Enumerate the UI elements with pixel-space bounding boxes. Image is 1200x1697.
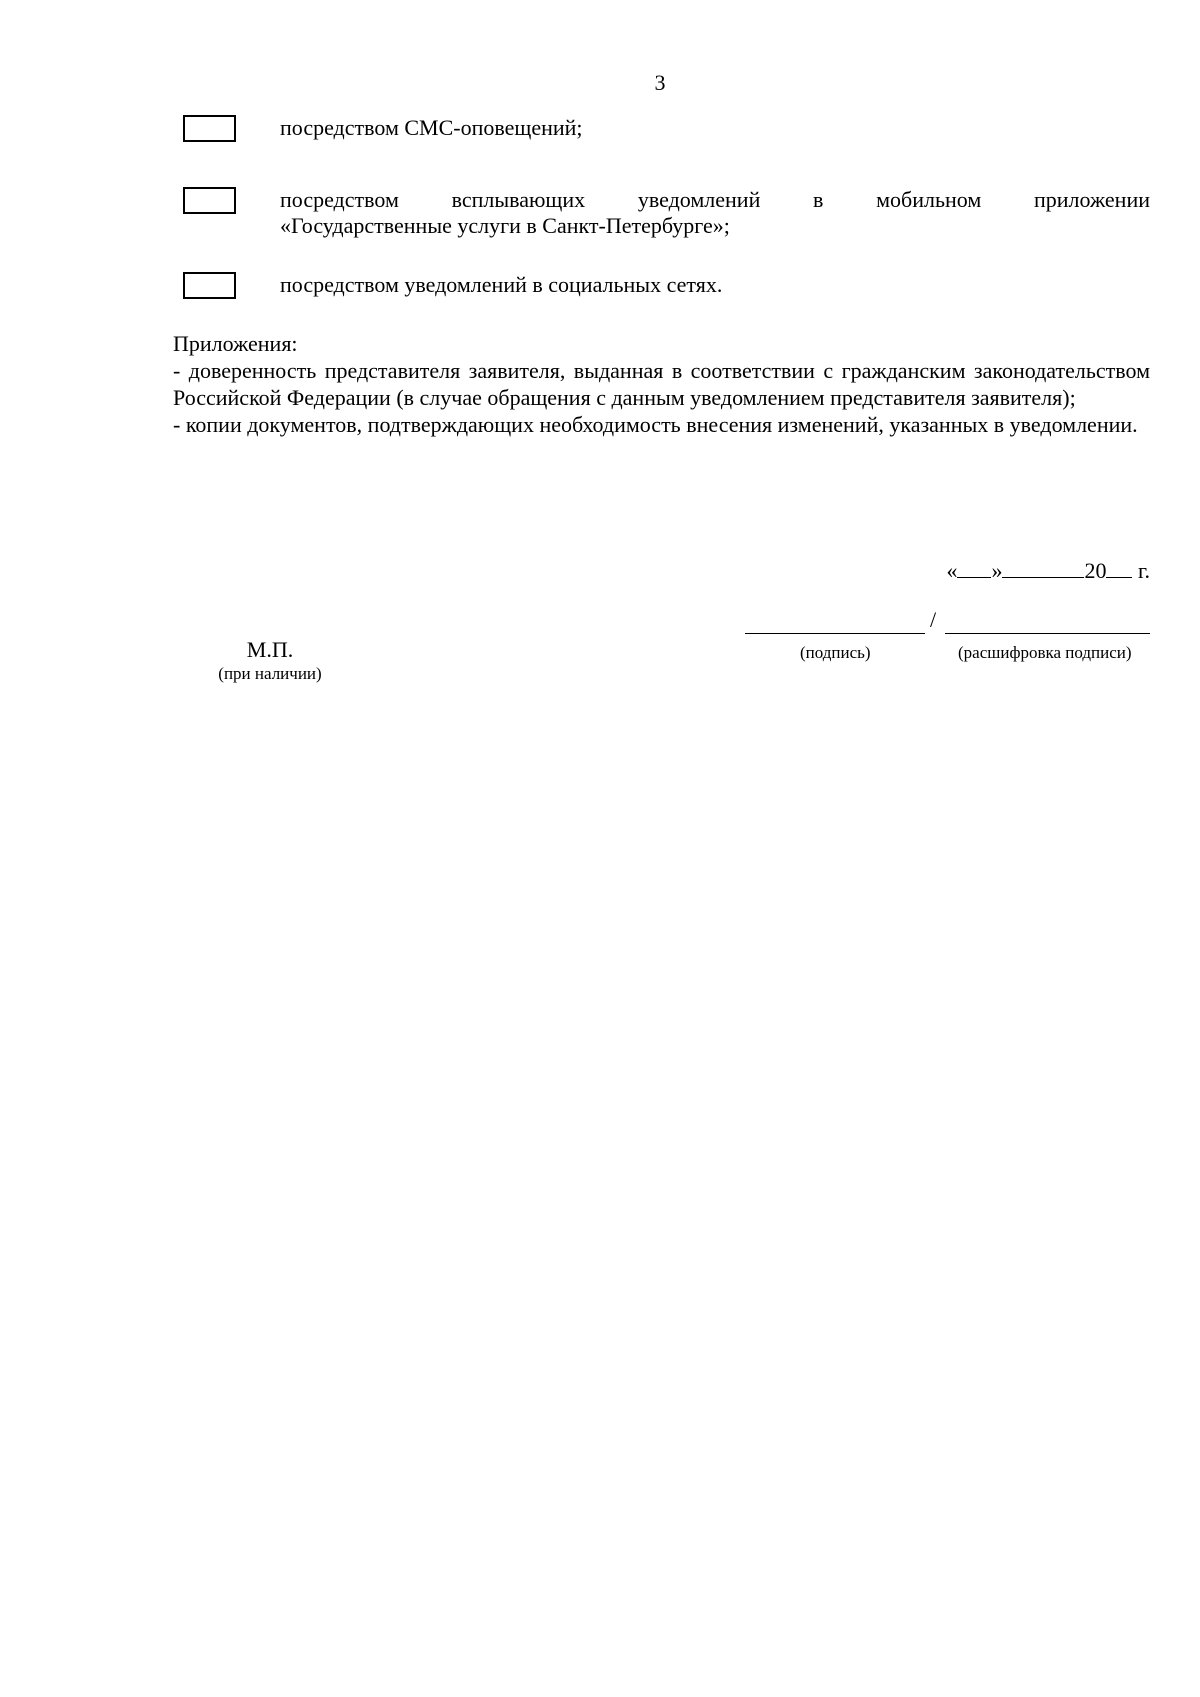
attachments-heading: Приложения:	[173, 331, 298, 356]
attachments-section	[173, 330, 1150, 438]
stamp-placeholder	[200, 637, 340, 685]
option-label-line-1: посредством всплывающих уведомлений в мобильном приложении	[280, 187, 1150, 212]
option-label: посредством СМС-оповещений;	[280, 115, 583, 140]
option-label: посредством уведомлений в социальных сетях.	[280, 272, 723, 297]
signature-caption: (подпись)	[800, 643, 871, 662]
option-label-line-2: «Государственные услуги в Санкт-Петербурге»;	[280, 213, 730, 238]
checkbox-social[interactable]	[183, 272, 236, 299]
attachment-item: - доверенность представителя заявителя, выданная в соответствии с гражданским законодательством Российской Федерации (в случае обращения с данным уведомлением представителя заявителя);	[173, 358, 1150, 410]
date-year-prefix: 20	[1084, 558, 1107, 583]
month-blank[interactable]	[1002, 555, 1084, 578]
year-blank[interactable]	[1106, 555, 1132, 578]
attachment-item: - копии документов, подтверждающих необходимость внесения изменений, указанных в уведомлении.	[173, 412, 1138, 437]
date-close-quote: »	[991, 558, 1003, 583]
signature-separator: /	[930, 607, 937, 632]
day-blank[interactable]	[957, 555, 991, 578]
date-suffix: г.	[1132, 558, 1150, 583]
date-line	[946, 555, 1150, 584]
option-label	[280, 187, 1150, 239]
checkbox-sms[interactable]	[183, 115, 236, 142]
signature-decoding-line[interactable]	[945, 633, 1150, 634]
checkbox-mobile-app[interactable]	[183, 187, 236, 214]
date-open-quote: «	[946, 558, 958, 583]
stamp-note: (при наличии)	[218, 664, 322, 683]
stamp-label: М.П.	[246, 637, 294, 662]
page-number: 3	[654, 70, 666, 95]
signature-decoding-caption: (расшифровка подписи)	[958, 643, 1132, 662]
signature-line[interactable]	[745, 633, 925, 634]
